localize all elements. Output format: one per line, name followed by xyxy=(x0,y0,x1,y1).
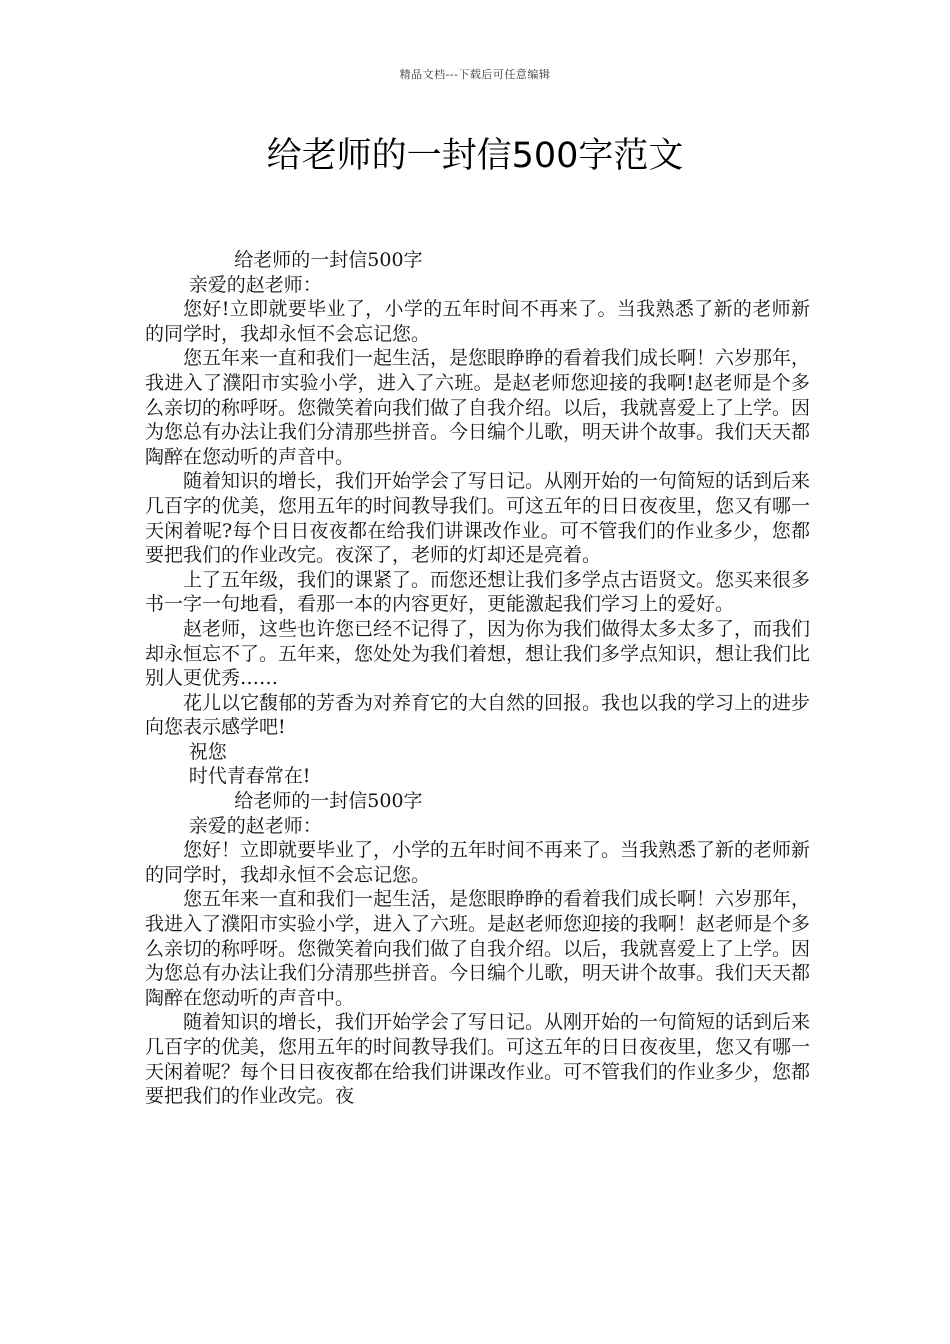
letter-paragraph: 上了五年级，我们的课紧了。而您还想让我们多学点古语贤文。您买来很多书一字一句地看，看那一本的内容更好，更能激起我们学习上的爱好。 xyxy=(145,568,811,616)
letter-closing: 时代青春常在! xyxy=(188,765,311,788)
letter-closing: 祝您 xyxy=(188,740,227,763)
page-header: 精品文档---下载后可任意编辑 xyxy=(399,68,551,81)
letter-paragraph: 您好!立即就要毕业了，小学的五年时间不再来了。当我熟悉了新的老师新的同学时，我却永恒不会忘记您。 xyxy=(145,298,810,345)
document-title: 给老师的一封信500字范文 xyxy=(266,136,684,176)
letter-salutation: 亲爱的赵老师： xyxy=(188,273,322,296)
letter-paragraph: 赵老师，这些也许您已经不记得了，因为你为我们做得太多太多了，而我们却永恒忘不了。五年来，您处处为我们着想，想让我们多学点知识，想让我们比别人更优秀…… xyxy=(145,617,811,690)
letter-heading: 给老师的一封信500字 xyxy=(234,790,423,813)
letter-salutation: 亲爱的赵老师： xyxy=(188,814,322,837)
letter-paragraph: 随着知识的增长，我们开始学会了写日记。从刚开始的一句简短的话到后来几百字的优美，您用五年的时间教导我们。可这五年的日日夜夜里，您又有哪一天闲着呢?每个日日夜夜都在给我们讲课改作业。可不管我们的作业多少，您都要把我们的作业改完。夜深了，老师的灯却还是亮着。 xyxy=(145,470,811,567)
letter-heading: 给老师的一封信500字 xyxy=(234,249,423,271)
letter-paragraph: 您五年来一直和我们一起生活，是您眼睁睁的看着我们成长啊！六岁那年，我进入了濮阳市实验小学，进入了六班。是赵老师您迎接的我啊!赵老师是个多么亲切的称呼呀。您微笑着向我们做了自我介绍。以后，我就喜爱上了上学。因为您总有办法让我们分清那些拼音。今日编个儿歌，明天讲个故事。我们天天都陶醉在您动听的声音中。 xyxy=(145,347,811,468)
letter-paragraph: 您好！立即就要毕业了，小学的五年时间不再来了。当我熟悉了新的老师新的同学时，我却永恒不会忘记您。 xyxy=(145,839,811,886)
letter-paragraph: 花儿以它馥郁的芳香为对养育它的大自然的回报。我也以我的学习上的进步向您表示感学吧! xyxy=(145,691,811,739)
document-body xyxy=(145,248,810,1109)
letter-paragraph: 随着知识的增长，我们开始学会了写日记。从刚开始的一句简短的话到后来几百字的优美，您用五年的时间教导我们。可这五年的日日夜夜里，您又有哪一天闲着呢？每个日日夜夜都在给我们讲课改作业。可不管我们的作业多少，您都要把我们的作业改完。夜 xyxy=(145,1011,811,1108)
letter-paragraph: 您五年来一直和我们一起生活，是您眼睁睁的看着我们成长啊！六岁那年，我进入了濮阳市实验小学，进入了六班。是赵老师您迎接的我啊！赵老师是个多么亲切的称呼呀。您微笑着向我们做了自我介绍。以后，我就喜爱上了上学。因为您总有办法让我们分清那些拼音。今日编个儿歌，明天讲个故事。我们天天都陶醉在您动听的声音中。 xyxy=(145,888,811,1009)
